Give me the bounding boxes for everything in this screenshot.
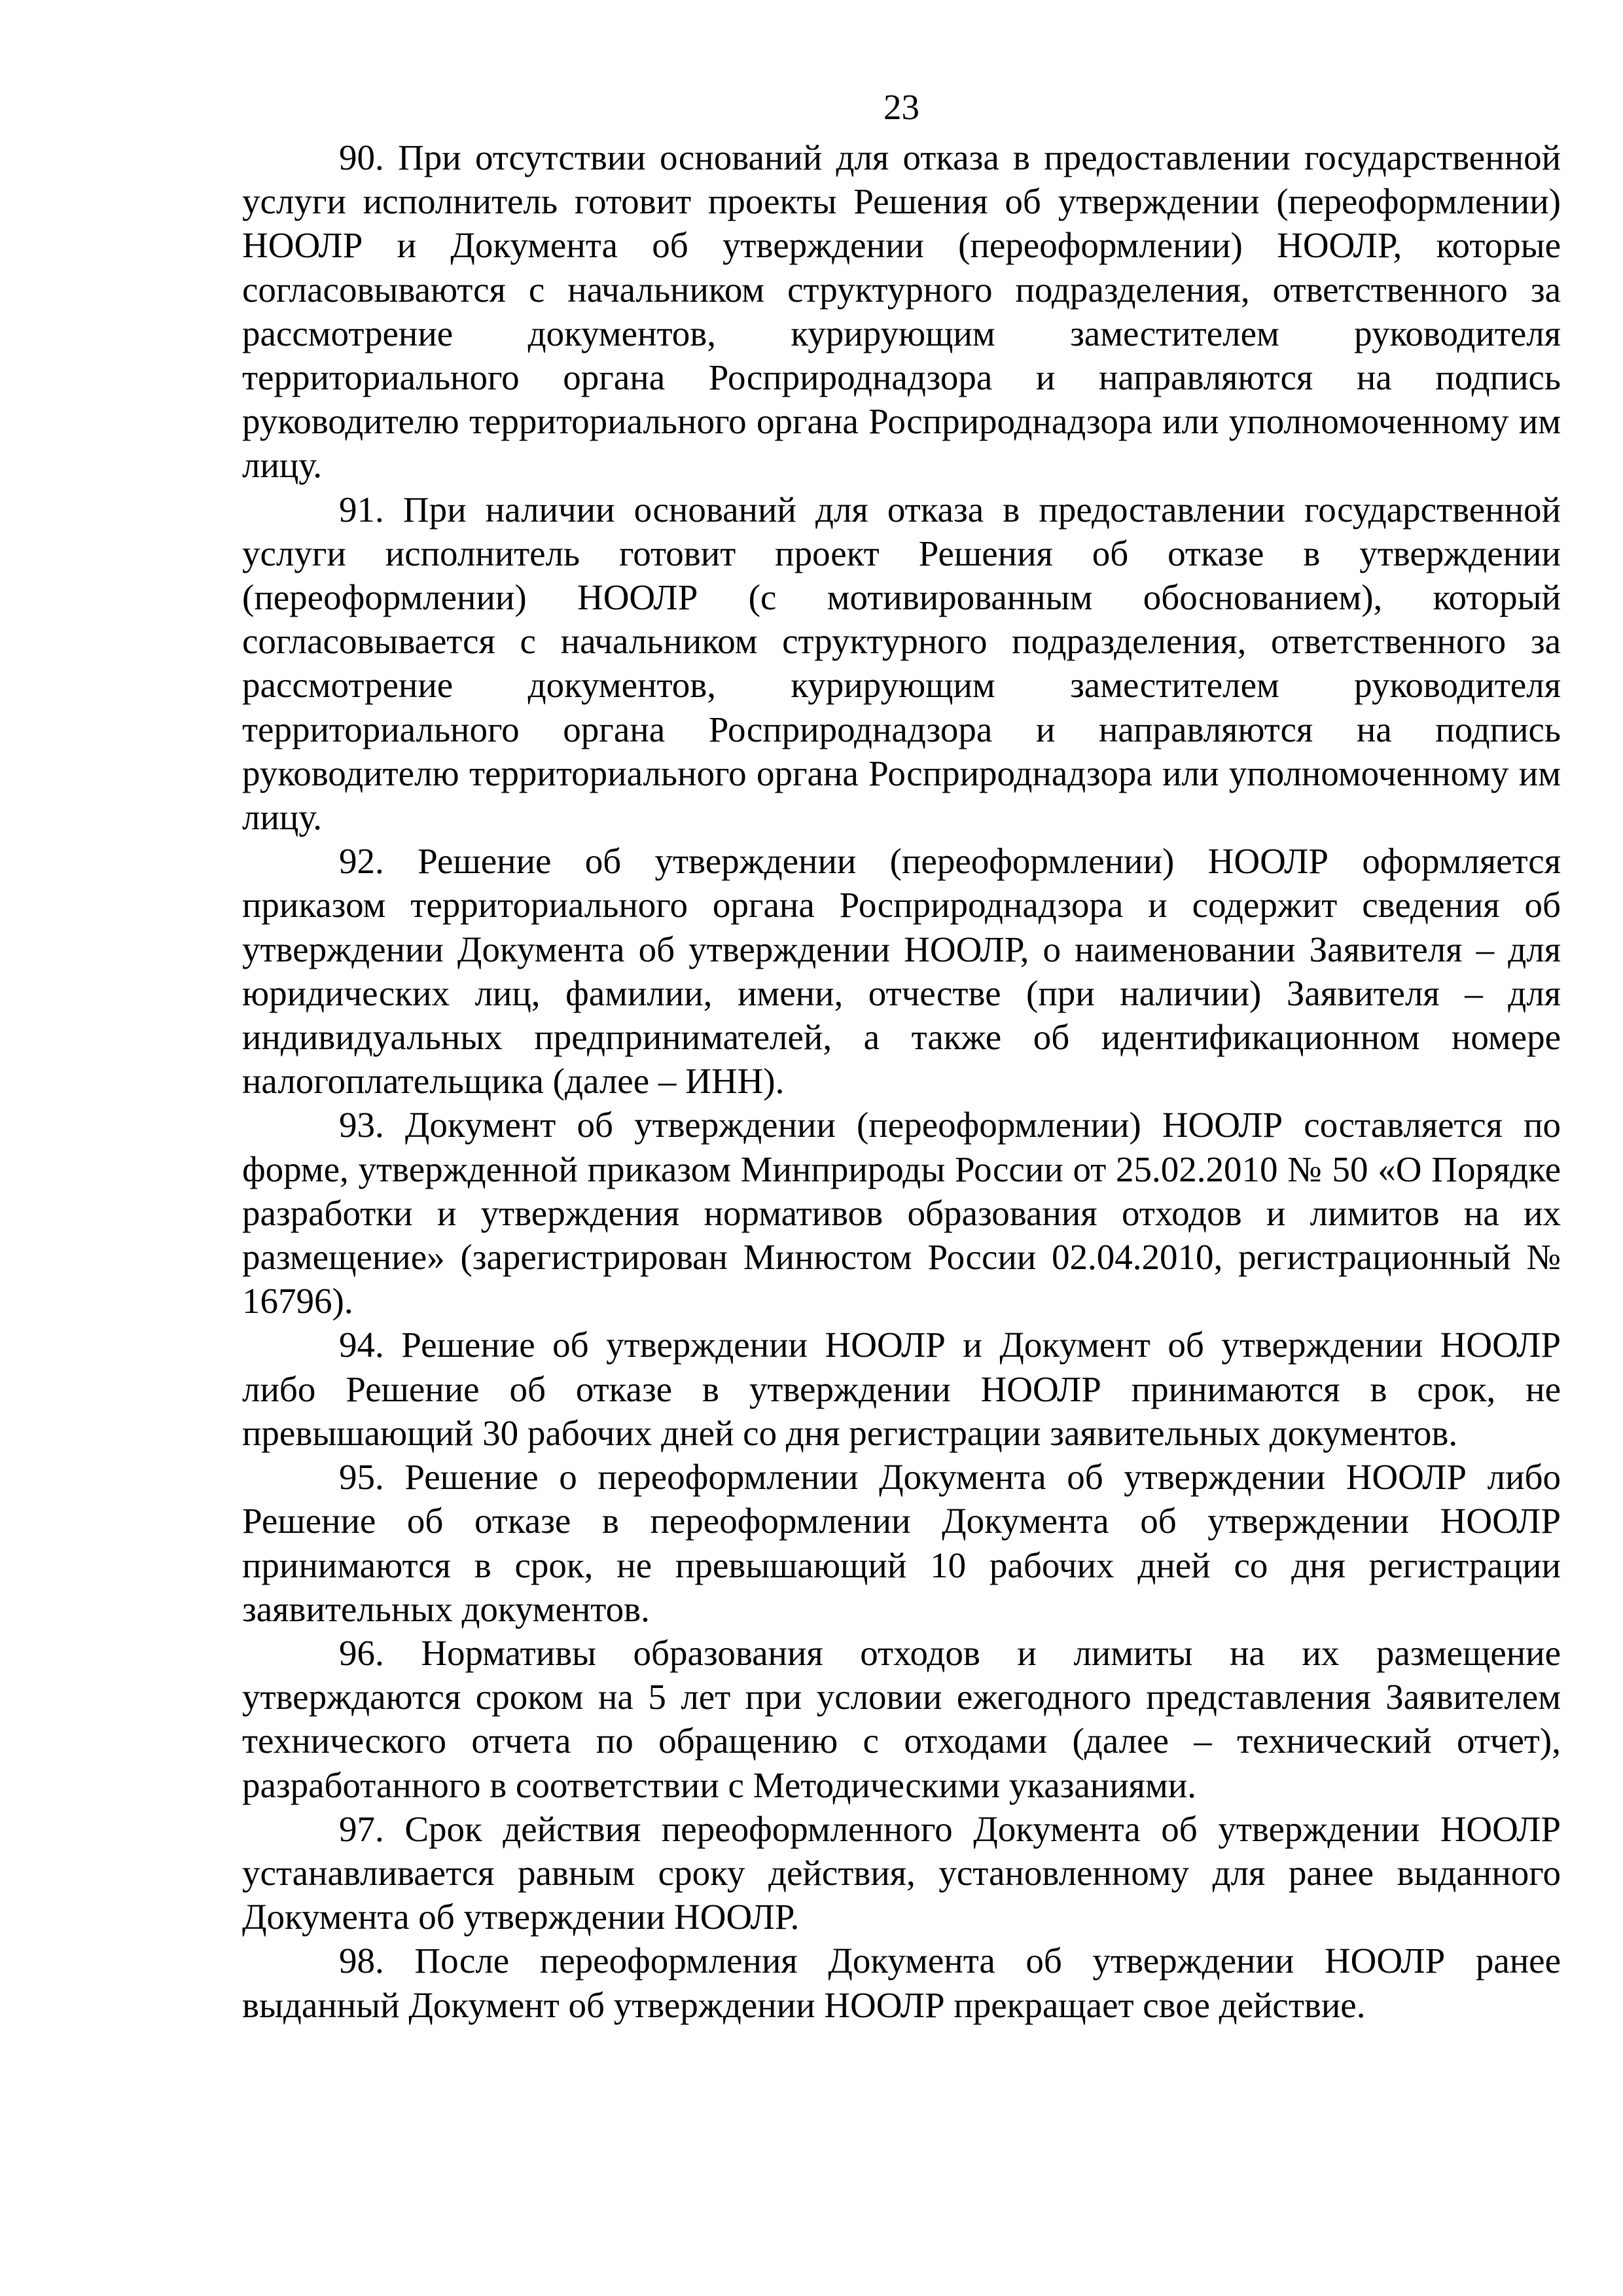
document-page [242, 85, 1561, 2027]
paragraph-number: 96. [339, 1632, 384, 1673]
paragraph-text: После переоформления Документа об утверждении НООЛР ранее выданный Документ об утверждении НООЛР прекращает свое действие. [242, 1941, 1561, 2025]
paragraph-97 [242, 1807, 1561, 1939]
page-number: 23 [883, 87, 919, 127]
paragraph-text: Решение об утверждении (переоформлении) НООЛР оформляется приказом территориального органа Росприроднадзора и содержит сведения об утверждении Документа об утверждении НООЛР, о наименовании Заявителя – для юридических лиц, фамилии, имени, отчестве (при наличии) Заявителя – для индивидуальных предпринимателей, а также об идентификационном номере налогоплательщика (далее – ИНН). [242, 841, 1561, 1102]
paragraph-95 [242, 1455, 1561, 1631]
paragraph-number: 90. [339, 137, 384, 177]
paragraph-text: Документ об утверждении (переоформлении) НООЛР составляется по форме, утвержденной приказом Минприроды России от 25.02.2010 № 50 «О Порядке разработки и утверждения нормативов образования отходов и лимитов на их размещение» (зарегистрирован Минюстом России 02.04.2010, регистрационный № 16796). [242, 1105, 1561, 1321]
paragraph-number: 98. [339, 1941, 384, 1981]
paragraph-92 [242, 839, 1561, 1103]
paragraph-96 [242, 1631, 1561, 1807]
paragraph-text: При наличии оснований для отказа в предоставлении государственной услуги исполнитель готовит проект Решения об отказе в утверждении (переоформлении) НООЛР (с мотивированным обоснованием), который согласовывается с начальником структурного подразделения, ответственного за рассмотрение документов, курирующим заместителем руководителя территориального органа Росприроднадзора и направляются на подпись руководителю территориального органа Росприроднадзора или уполномоченному им лицу. [242, 489, 1561, 838]
paragraph-number: 95. [339, 1457, 384, 1498]
paragraph-number: 97. [339, 1808, 384, 1849]
paragraph-number: 93. [339, 1105, 384, 1145]
paragraph-93 [242, 1103, 1561, 1323]
paragraph-98 [242, 1939, 1561, 2026]
paragraph-91 [242, 488, 1561, 840]
paragraph-text: Решение об утверждении НООЛР и Документ об утверждении НООЛР либо Решение об отказе в утверждении НООЛР принимаются в срок, не превышающий 30 рабочих дней со дня регистрации заявительных документов. [242, 1325, 1561, 1453]
paragraph-number: 92. [339, 841, 384, 882]
paragraph-90 [242, 135, 1561, 488]
paragraph-number: 91. [339, 489, 384, 529]
paragraph-number: 94. [339, 1325, 384, 1365]
paragraph-text: Решение о переоформлении Документа об утверждении НООЛР либо Решение об отказе в переоформлении Документа об утверждении НООЛР принимаются в срок, не превышающий 10 рабочих дней со дня регистрации заявительных документов. [242, 1457, 1561, 1629]
paragraph-text: Нормативы образования отходов и лимиты на их размещение утверждаются сроком на 5 лет при условии ежегодного представления Заявителем технического отчета по обращению с отходами (далее – технический отчет), разработанного в соответствии с Методическими указаниями. [242, 1632, 1561, 1805]
paragraph-text: Срок действия переоформленного Документа об утверждении НООЛР устанавливается равным сроку действия, установленному для ранее выданного Документа об утверждении НООЛР. [242, 1808, 1561, 1937]
paragraph-text: При отсутствии оснований для отказа в предоставлении государственной услуги исполнитель готовит проекты Решения об утверждении (переоформлении) НООЛР и Документа об утверждении (переоформлении) НООЛР, которые согласовываются с начальником структурного подразделения, ответственного за рассмотрение документов, курирующим заместителем руководителя территориального органа Росприроднадзора и направляются на подпись руководителю территориального органа Росприроднадзора или уполномоченному им лицу. [242, 137, 1561, 486]
paragraph-94 [242, 1323, 1561, 1455]
